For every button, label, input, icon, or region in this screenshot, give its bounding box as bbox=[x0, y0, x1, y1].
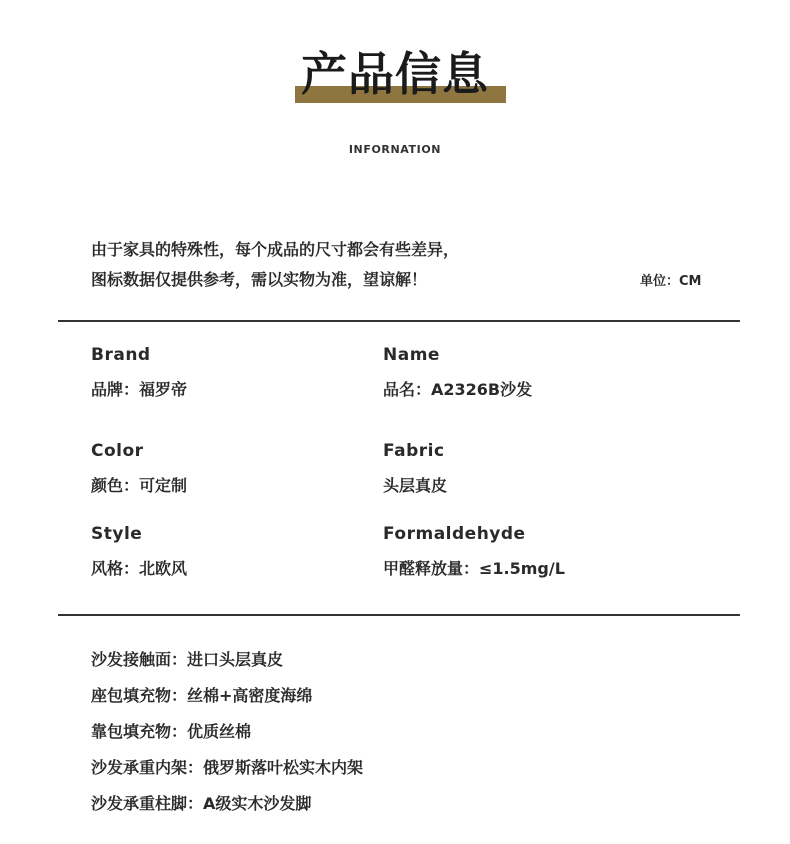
notice-line-1: 由于家具的特殊性，每个成品的尺寸都会有些差异， bbox=[91, 240, 460, 259]
divider-bottom bbox=[58, 614, 740, 616]
notice-text bbox=[91, 235, 459, 295]
detail-line: 靠包填充物：优质丝棉 bbox=[91, 722, 252, 741]
divider-top bbox=[58, 320, 740, 322]
spec-value-cn: 品牌：福罗帝 bbox=[91, 380, 188, 399]
spec-value-cn: 风格：北欧风 bbox=[91, 559, 188, 578]
spec-formaldehyde bbox=[383, 524, 565, 579]
spec-value-cn: 品名：A2326B沙发 bbox=[383, 380, 533, 399]
spec-fabric bbox=[383, 441, 447, 496]
spec-value-cn: 头层真皮 bbox=[383, 476, 448, 495]
spec-label-en: Color bbox=[91, 441, 144, 461]
page-subtitle: INFORNATION bbox=[348, 143, 442, 156]
detail-line: 沙发承重内架：俄罗斯落叶松实木内架 bbox=[91, 758, 364, 777]
detail-line: 沙发承重柱脚：A级实木沙发脚 bbox=[91, 794, 312, 813]
title-area bbox=[0, 44, 790, 104]
spec-style bbox=[91, 524, 187, 579]
material-details bbox=[91, 648, 363, 828]
spec-name bbox=[383, 345, 532, 400]
notice-line-2: 图标数据仅提供参考，需以实物为准，望谅解！ bbox=[91, 270, 428, 289]
page-title: 产品信息 bbox=[301, 47, 489, 101]
spec-label-en: Formaldehyde bbox=[383, 524, 526, 544]
detail-line: 座包填充物：丝棉+高密度海绵 bbox=[91, 686, 313, 705]
spec-value-cn: 甲醛释放量：≤1.5mg/L bbox=[383, 559, 565, 578]
detail-line: 沙发接触面：进口头层真皮 bbox=[91, 650, 284, 669]
spec-brand bbox=[91, 345, 187, 400]
spec-label-en: Name bbox=[383, 345, 440, 365]
spec-label-en: Fabric bbox=[383, 441, 445, 461]
spec-label-en: Style bbox=[91, 524, 143, 544]
spec-color bbox=[91, 441, 187, 496]
unit-label: 单位：CM bbox=[640, 274, 702, 289]
spec-label-en: Brand bbox=[91, 345, 151, 365]
spec-value-cn: 颜色：可定制 bbox=[91, 476, 188, 495]
